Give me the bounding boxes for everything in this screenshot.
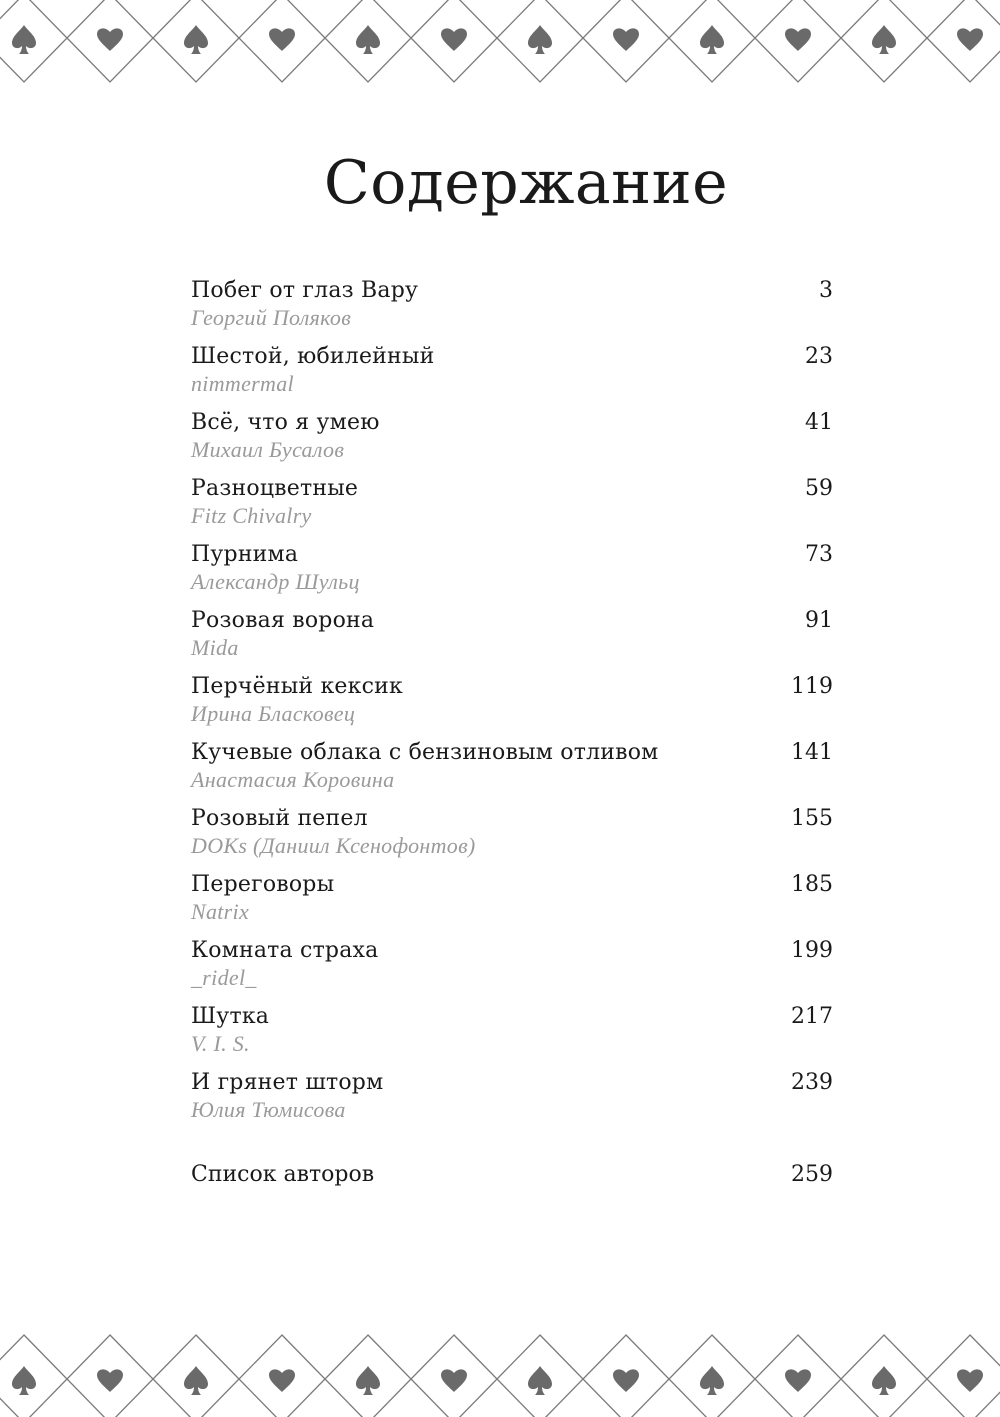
bottom-decorative-border bbox=[0, 1327, 1000, 1417]
toc-entry[interactable] bbox=[191, 938, 833, 1004]
top-decorative-border bbox=[0, 0, 1000, 90]
entry-title: Всё, что я умею bbox=[191, 410, 380, 435]
entry-title: Розовая ворона bbox=[191, 608, 375, 633]
entry-title: Шутка bbox=[191, 1004, 270, 1029]
heart-icon bbox=[613, 1369, 639, 1392]
spade-icon bbox=[872, 1366, 896, 1395]
border-diamond bbox=[0, 1335, 67, 1417]
entry-page-number: 199 bbox=[791, 938, 833, 963]
entry-page-number: 119 bbox=[791, 674, 833, 699]
toc-entry-row bbox=[191, 410, 833, 435]
spade-icon bbox=[356, 1366, 380, 1395]
toc-entry[interactable] bbox=[191, 278, 833, 344]
heart-icon bbox=[269, 28, 295, 51]
heart-icon bbox=[613, 28, 639, 51]
entry-author: Mida bbox=[191, 635, 239, 660]
heart-icon bbox=[441, 28, 467, 51]
toc-entry-row bbox=[191, 542, 833, 567]
toc-entry[interactable] bbox=[191, 740, 833, 806]
spade-icon bbox=[12, 25, 36, 54]
table-of-contents bbox=[191, 278, 833, 1136]
entry-page-number: 141 bbox=[791, 740, 833, 765]
spade-icon bbox=[12, 1366, 36, 1395]
toc-entry[interactable] bbox=[191, 344, 833, 410]
entry-title: Шестой, юбилейный bbox=[191, 344, 435, 369]
entry-page-number: 259 bbox=[791, 1162, 833, 1187]
toc-entry[interactable] bbox=[191, 872, 833, 938]
spade-icon bbox=[528, 25, 552, 54]
entry-title: Переговоры bbox=[191, 872, 335, 897]
entry-author: Ирина Бласковец bbox=[191, 701, 356, 726]
toc-entry-row bbox=[191, 278, 833, 303]
entry-title: Пурнима bbox=[191, 542, 299, 567]
entry-page-number: 41 bbox=[805, 410, 833, 435]
entry-title: И грянет шторм bbox=[191, 1070, 384, 1095]
entry-author: _ridel_ bbox=[191, 965, 257, 990]
entry-title: Список авторов bbox=[191, 1162, 375, 1187]
entry-author: DOKs (Даниил Ксенофонтов) bbox=[191, 833, 476, 858]
heart-icon bbox=[785, 28, 811, 51]
toc-entry-row bbox=[191, 674, 833, 699]
toc-entry[interactable] bbox=[191, 1070, 833, 1136]
toc-entry[interactable] bbox=[191, 1004, 833, 1070]
entry-title: Розовый пепел bbox=[191, 806, 368, 831]
entry-author: V. I. S. bbox=[191, 1031, 250, 1056]
spade-icon bbox=[872, 25, 896, 54]
toc-entry-row bbox=[191, 1070, 833, 1095]
entry-author: Александр Шульц bbox=[191, 569, 360, 594]
heart-icon bbox=[441, 1369, 467, 1392]
entry-page-number: 239 bbox=[791, 1070, 833, 1095]
toc-entry[interactable] bbox=[191, 806, 833, 872]
toc-entry[interactable] bbox=[191, 476, 833, 542]
heart-icon bbox=[97, 28, 123, 51]
entry-page-number: 73 bbox=[805, 542, 833, 567]
entry-title: Побег от глаз Вару bbox=[191, 278, 419, 303]
toc-entry[interactable] bbox=[191, 608, 833, 674]
heart-icon bbox=[785, 1369, 811, 1392]
entry-author: Юлия Тюмисова bbox=[191, 1097, 346, 1122]
toc-entry[interactable] bbox=[191, 542, 833, 608]
bottom-border-svg bbox=[0, 1327, 1000, 1417]
entry-author: Михаил Бусалов bbox=[191, 437, 345, 462]
entry-page-number: 23 bbox=[805, 344, 833, 369]
entry-page-number: 155 bbox=[791, 806, 833, 831]
entry-author: Fitz Chivalry bbox=[191, 503, 312, 528]
entry-page-number: 185 bbox=[791, 872, 833, 897]
toc-entry-row bbox=[191, 806, 833, 831]
toc-entry-row bbox=[191, 872, 833, 897]
entry-title: Перчёный кексик bbox=[191, 674, 403, 699]
heart-icon bbox=[957, 28, 983, 51]
top-border-svg bbox=[0, 0, 1000, 90]
spade-icon bbox=[184, 1366, 208, 1395]
spade-icon bbox=[700, 1366, 724, 1395]
toc-entry-row bbox=[191, 938, 833, 963]
spade-icon bbox=[356, 25, 380, 54]
toc-entry-row bbox=[191, 344, 833, 369]
entry-author: Анастасия Коровина bbox=[191, 767, 395, 792]
entry-title: Кучевые облака с бензиновым отливом bbox=[191, 740, 659, 765]
entry-author: Natrix bbox=[191, 899, 250, 924]
entry-author: nimmermal bbox=[191, 371, 294, 396]
toc-entry-row bbox=[191, 740, 833, 765]
toc-entry-row bbox=[191, 608, 833, 633]
heart-icon bbox=[269, 1369, 295, 1392]
spade-icon bbox=[700, 25, 724, 54]
toc-entry-row bbox=[191, 1004, 833, 1029]
entry-author: Георгий Поляков bbox=[191, 305, 352, 330]
page-title: Содержание bbox=[323, 148, 729, 218]
spade-icon bbox=[528, 1366, 552, 1395]
toc-entry[interactable] bbox=[191, 674, 833, 740]
toc-entry-row bbox=[191, 476, 833, 501]
entry-page-number: 59 bbox=[805, 476, 833, 501]
entry-title: Разноцветные bbox=[191, 476, 359, 501]
entry-page-number: 3 bbox=[819, 278, 833, 303]
toc-entry-authors-list[interactable] bbox=[191, 1162, 833, 1187]
entry-title: Комната страха bbox=[191, 938, 379, 963]
heart-icon bbox=[957, 1369, 983, 1392]
entry-page-number: 91 bbox=[805, 608, 833, 633]
entry-page-number: 217 bbox=[791, 1004, 833, 1029]
spade-icon bbox=[184, 25, 208, 54]
heart-icon bbox=[97, 1369, 123, 1392]
toc-entry[interactable] bbox=[191, 410, 833, 476]
